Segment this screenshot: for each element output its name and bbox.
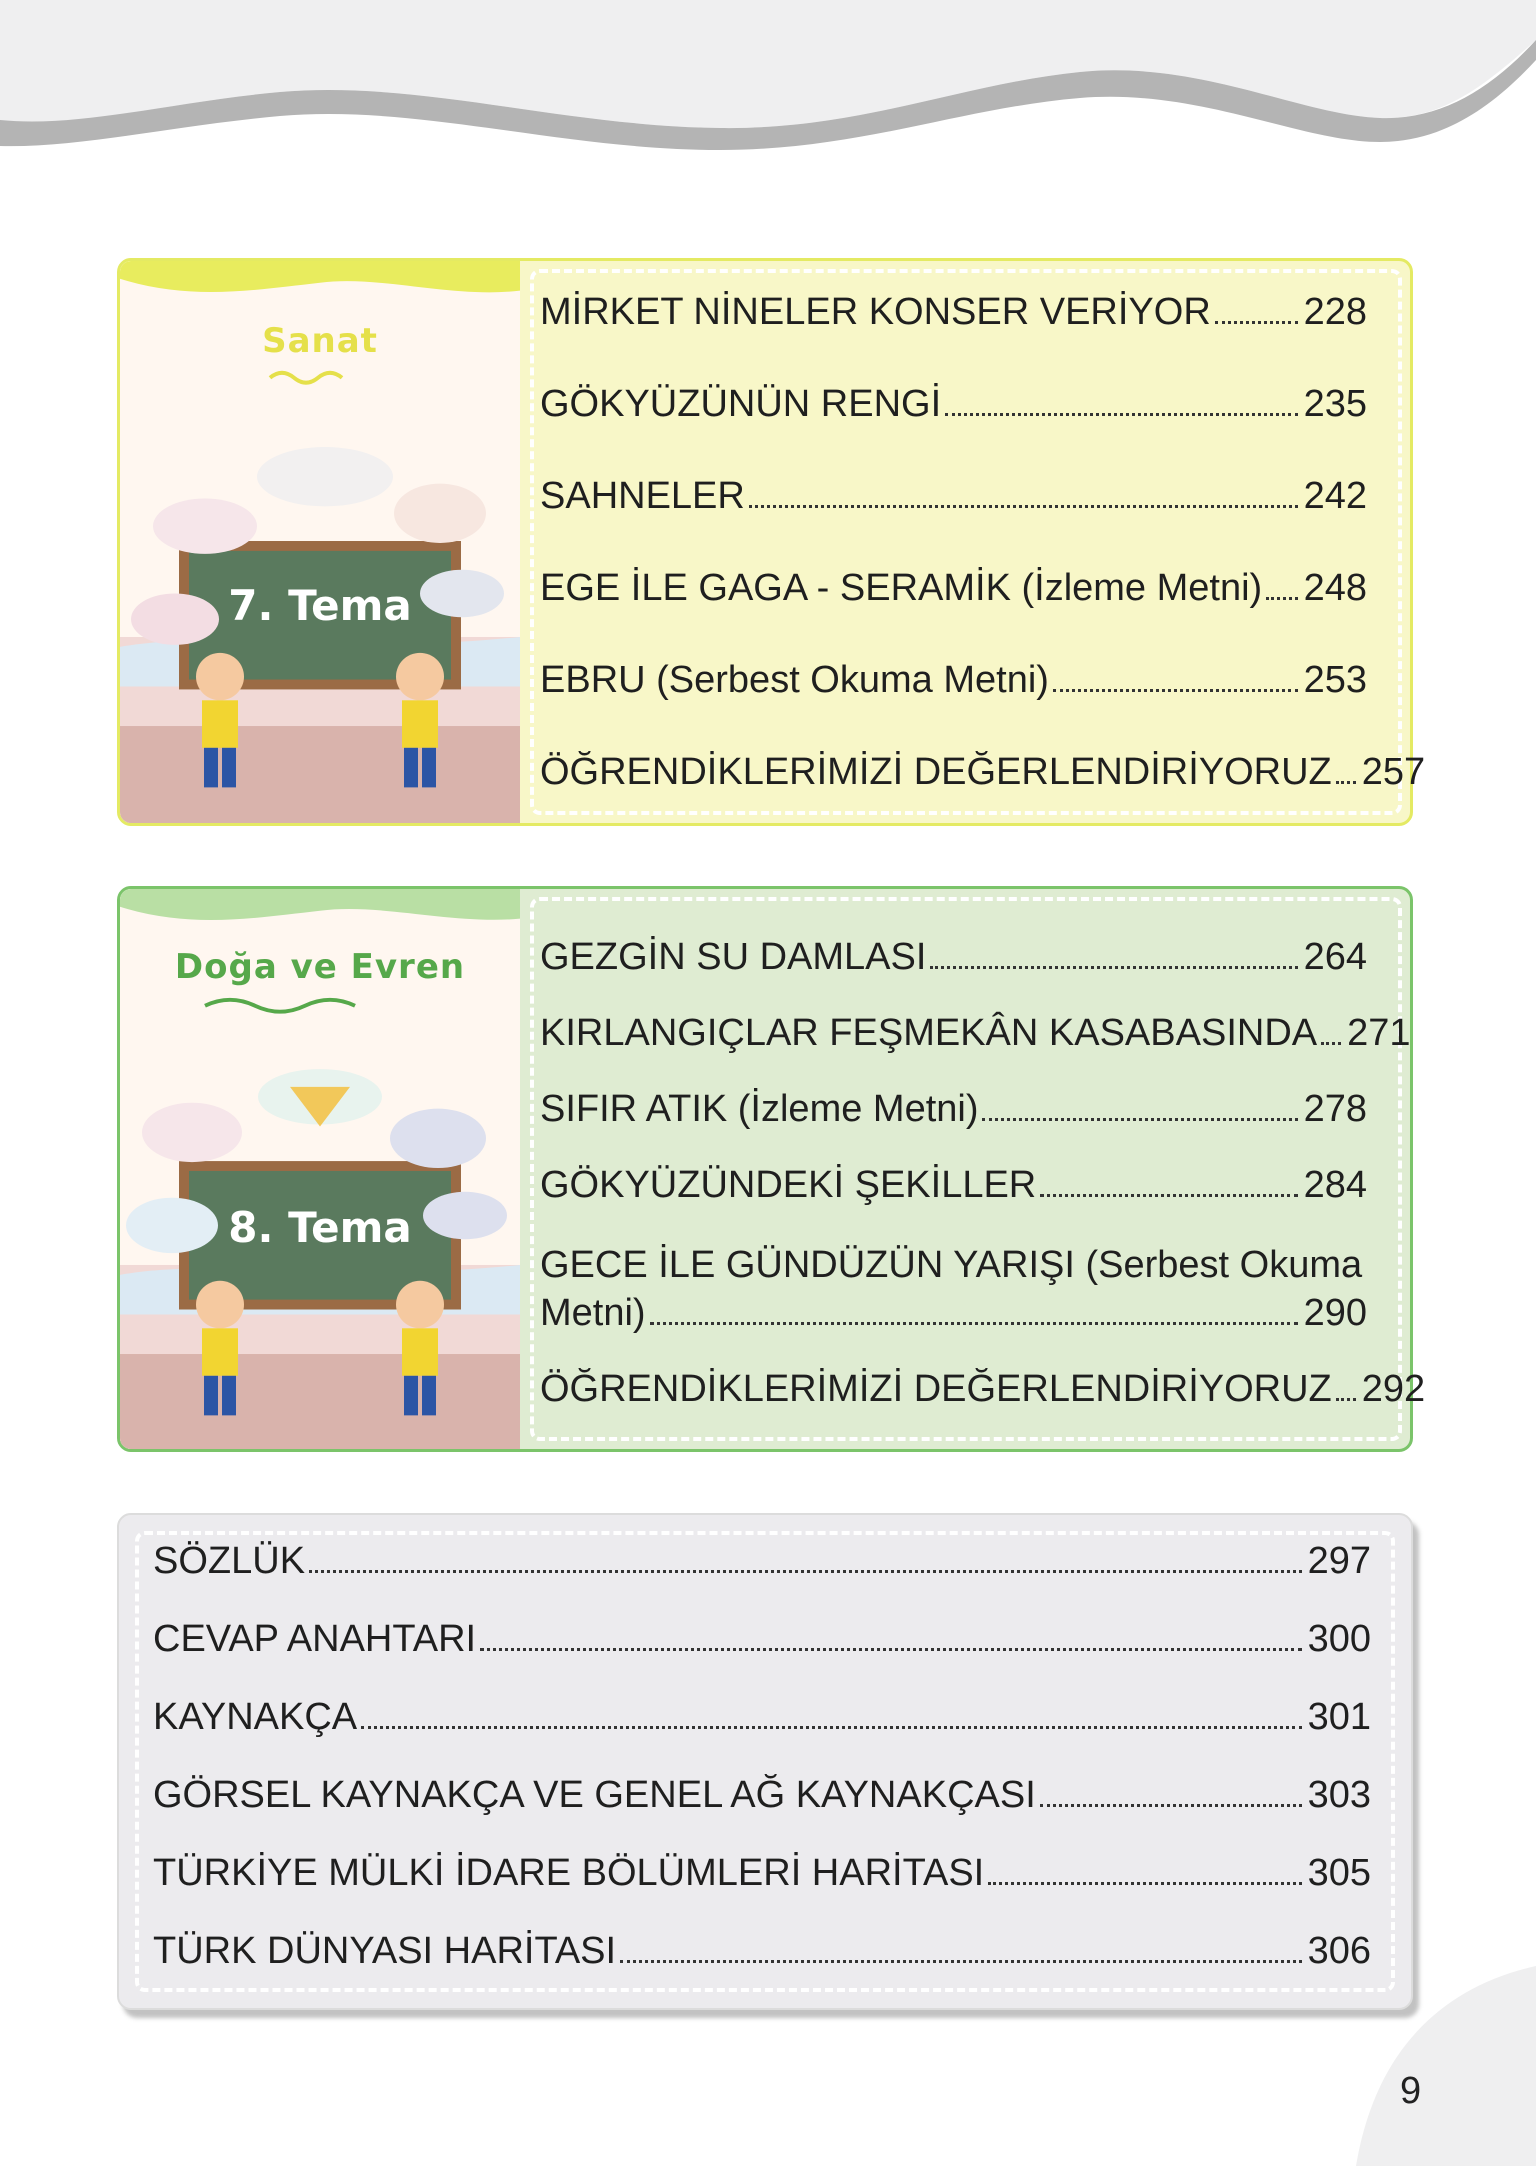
leader-dots [361, 1726, 1301, 1729]
tema-number-label: 7. Tema [228, 581, 412, 630]
leader-dots [930, 966, 1297, 969]
toc-entry-title: KAYNAKÇA [153, 1696, 358, 1738]
leader-dots [1053, 689, 1298, 692]
toc-entry[interactable] [540, 1011, 1411, 1087]
toc-entry-title: TÜRK DÜNYASI HARİTASI [153, 1930, 617, 1972]
toc-entry-page: 264 [1303, 936, 1367, 978]
toc-entry[interactable] [153, 1617, 1371, 1695]
toc-entry-title: MİRKET NİNELER KONSER VERİYOR [540, 291, 1211, 333]
leader-dots [480, 1648, 1302, 1651]
toc-entry[interactable] [540, 566, 1367, 658]
leader-dots [982, 1118, 1297, 1121]
top-wave-decoration [0, 0, 1536, 160]
leader-dots [309, 1570, 1302, 1573]
leader-dots [650, 1322, 1298, 1325]
corner-decoration [1296, 1966, 1536, 2166]
toc-entry[interactable] [153, 1773, 1371, 1851]
toc-entry-line2 [540, 1291, 1367, 1335]
toc-entry-page: 297 [1307, 1540, 1371, 1582]
toc-list-appendix [153, 1539, 1371, 2007]
toc-entry[interactable] [153, 1851, 1371, 1929]
toc-entry[interactable] [540, 1163, 1367, 1239]
toc-entry-title: GÖKYÜZÜNÜN RENGİ [540, 383, 942, 425]
toc-entry[interactable] [540, 1367, 1426, 1443]
leader-dots [1336, 1398, 1356, 1401]
toc-entry-page: 284 [1303, 1164, 1367, 1206]
leader-dots [1040, 1804, 1302, 1807]
leader-dots [1266, 597, 1297, 600]
theme-title: Sanat [262, 321, 378, 361]
toc-entry[interactable] [153, 1929, 1371, 2007]
toc-entry[interactable] [153, 1695, 1371, 1773]
toc-entry-title: GÖKYÜZÜNDEKİ ŞEKİLLER [540, 1164, 1037, 1206]
toc-entry-page: 278 [1303, 1088, 1367, 1130]
toc-entry[interactable] [540, 658, 1367, 750]
toc-entry-title: GEZGİN SU DAMLASI [540, 936, 927, 978]
toc-entry-page: 300 [1307, 1618, 1371, 1660]
toc-entry-title: GECE İLE GÜNDÜZÜN YARIŞI (Serbest Okuma [540, 1244, 1363, 1286]
toc-entry-page: 253 [1303, 659, 1367, 701]
toc-entry-title: SAHNELER [540, 475, 745, 517]
theme-title: Doğa ve Evren [174, 947, 466, 987]
leader-dots [1336, 781, 1356, 784]
toc-entry[interactable] [540, 382, 1367, 474]
toc-entry-title: EBRU (Serbest Okuma Metni) [540, 659, 1049, 701]
toc-entry-title: SIFIR ATIK (İzleme Metni) [540, 1088, 979, 1130]
leader-dots [620, 1960, 1302, 1963]
toc-entry-title: ÖĞRENDİKLERİMİZİ DEĞERLENDİRİYORUZ [540, 751, 1332, 793]
toc-entry[interactable] [540, 1239, 1367, 1367]
toc-entry-page: 305 [1307, 1852, 1371, 1894]
toc-entry-page: 248 [1303, 567, 1367, 609]
toc-entry-page: 271 [1347, 1012, 1411, 1054]
toc-entry-page: 303 [1307, 1774, 1371, 1816]
theme-illustration-panel [120, 261, 520, 823]
toc-entry[interactable] [153, 1539, 1371, 1617]
toc-entry-title: TÜRKİYE MÜLKİ İDARE BÖLÜMLERİ HARİTASI [153, 1852, 985, 1894]
toc-entry-page: 242 [1303, 475, 1367, 517]
toc-entry-title: GÖRSEL KAYNAKÇA VE GENEL AĞ KAYNAKÇASI [153, 1774, 1036, 1816]
toc-entry-title: ÖĞRENDİKLERİMİZİ DEĞERLENDİRİYORUZ [540, 1368, 1332, 1410]
toc-entry-title: EGE İLE GAGA - SERAMİK (İzleme Metni) [540, 567, 1263, 609]
page-number: 9 [1400, 2070, 1422, 2112]
toc-entry-page: 290 [1303, 1292, 1367, 1334]
toc-entry-page: 301 [1307, 1696, 1371, 1738]
toc-list-sanat [540, 290, 1426, 842]
toc-entry[interactable] [540, 474, 1367, 566]
tema-number-label: 8. Tema [228, 1203, 412, 1252]
toc-entry[interactable] [540, 1087, 1367, 1163]
leader-dots [1040, 1194, 1297, 1197]
toc-entry-page: 235 [1303, 383, 1367, 425]
toc-entry-title: SÖZLÜK [153, 1540, 306, 1582]
toc-entry-title: CEVAP ANAHTARI [153, 1618, 477, 1660]
toc-entry-page: 257 [1361, 751, 1426, 793]
toc-entry-page: 306 [1307, 1930, 1371, 1972]
leader-dots [749, 505, 1298, 508]
toc-entry-page: 228 [1303, 291, 1367, 333]
leader-dots [945, 413, 1297, 416]
toc-entry[interactable] [540, 290, 1367, 382]
leader-dots [988, 1882, 1301, 1885]
toc-entry-title-continued: Metni) [540, 1292, 646, 1334]
toc-entry-title: KIRLANGIÇLAR FEŞMEKÂN KASABASINDA [540, 1012, 1318, 1054]
leader-dots [1215, 321, 1298, 324]
toc-list-doga-ve-evren [540, 935, 1426, 1443]
leader-dots [1321, 1042, 1341, 1045]
toc-entry[interactable] [540, 750, 1426, 842]
theme-illustration-panel [120, 889, 520, 1449]
toc-entry[interactable] [540, 935, 1367, 1011]
toc-entry-page: 292 [1361, 1368, 1426, 1410]
